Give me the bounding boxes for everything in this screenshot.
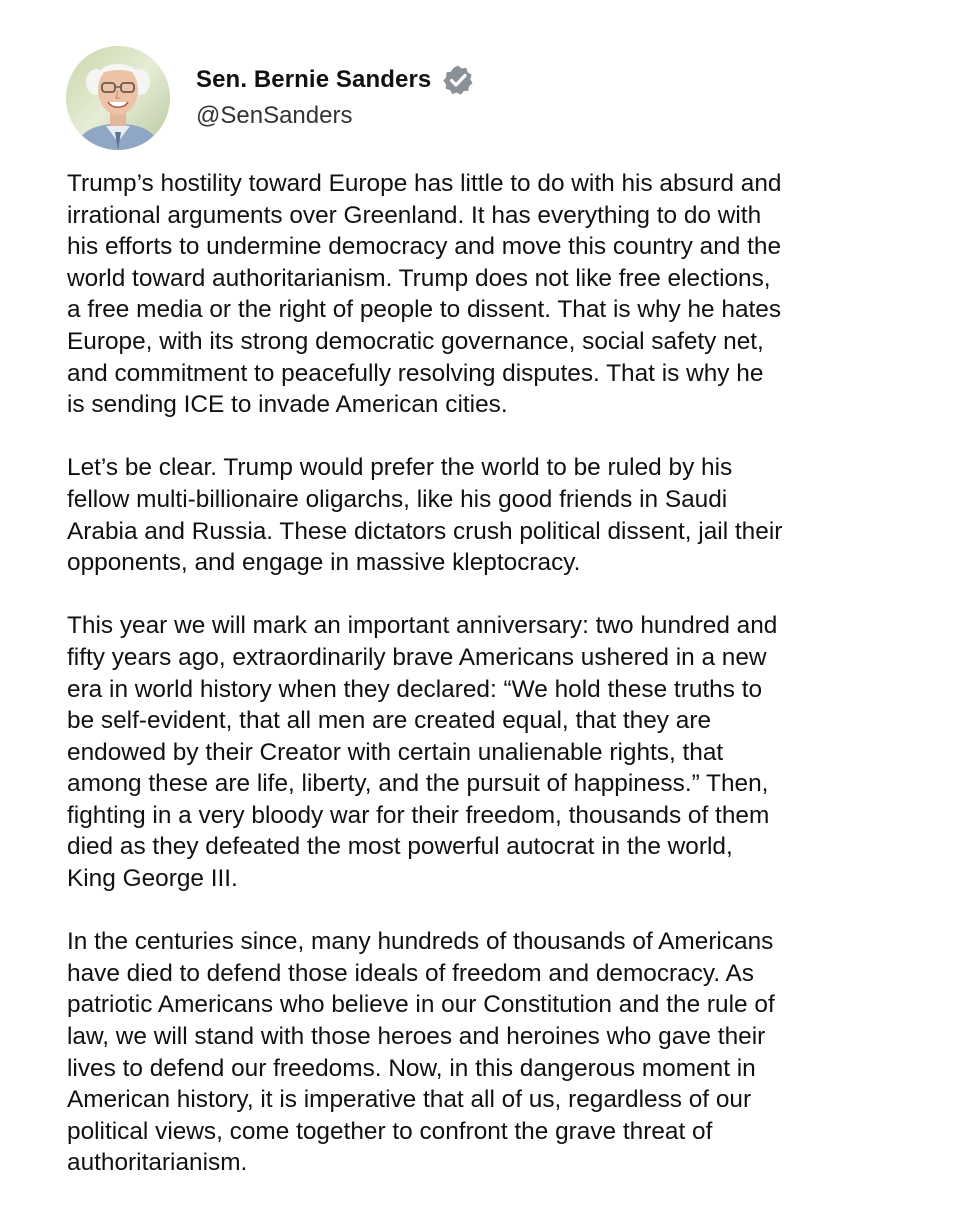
post-paragraph-2: Let’s be clear. Trump would prefer the world to be ruled by his fellow multi-billionaire oligarchs, like his good friends in Saudi Arabia and Russia. These dictators crush political dissent, jail their opponents, and engage in massive kleptocracy. [67, 454, 783, 577]
post-header [66, 46, 475, 150]
post-paragraph-1: Trump’s hostility toward Europe has little to do with his absurd and irrational arguments over Greenland. It has everything to do with his efforts to undermine democracy and move this country and the world toward authoritarianism. Trump does not like free elections, a free media or the right of people to dissent. That is why he hates Europe, with its strong democratic governance, social safety net, and commitment to peacefully resolving disputes. That is why he is sending ICE to invade American cities. [67, 170, 782, 419]
verified-badge-icon [441, 63, 475, 97]
name-row [196, 60, 475, 100]
author-identity [196, 60, 475, 130]
profile-photo [66, 46, 170, 150]
post-paragraph-3: This year we will mark an important anniversary: two hundred and fifty years ago, extraordinarily brave Americans ushered in a new era in world history when they declared: “We hold these truths to be self-evident, that all men are created equal, that they are endowed by their Creator with certain unalienable rights, that among these are life, liberty, and the pursuit of happiness.” Then, fighting in a very bloody war for their freedom, thousands of them died as they defeated the most powerful autocrat in the world, King George III. [67, 612, 778, 893]
author-handle[interactable]: @SenSanders [196, 102, 353, 129]
avatar[interactable] [66, 46, 170, 150]
post-body [67, 168, 907, 1211]
display-name[interactable]: Sen. Bernie Sanders [196, 66, 432, 93]
post-paragraph-4: In the centuries since, many hundreds of thousands of Americans have died to defend those ideals of freedom and democracy. As patriotic Americans who believe in our Constitution and the rule of law, we will stand with those heroes and heroines who gave their lives to defend our freedoms. Now, in this dangerous moment in American history, it is imperative that all of us, regardless of our political views, come together to confront the grave threat of authoritarianism. [67, 928, 775, 1177]
